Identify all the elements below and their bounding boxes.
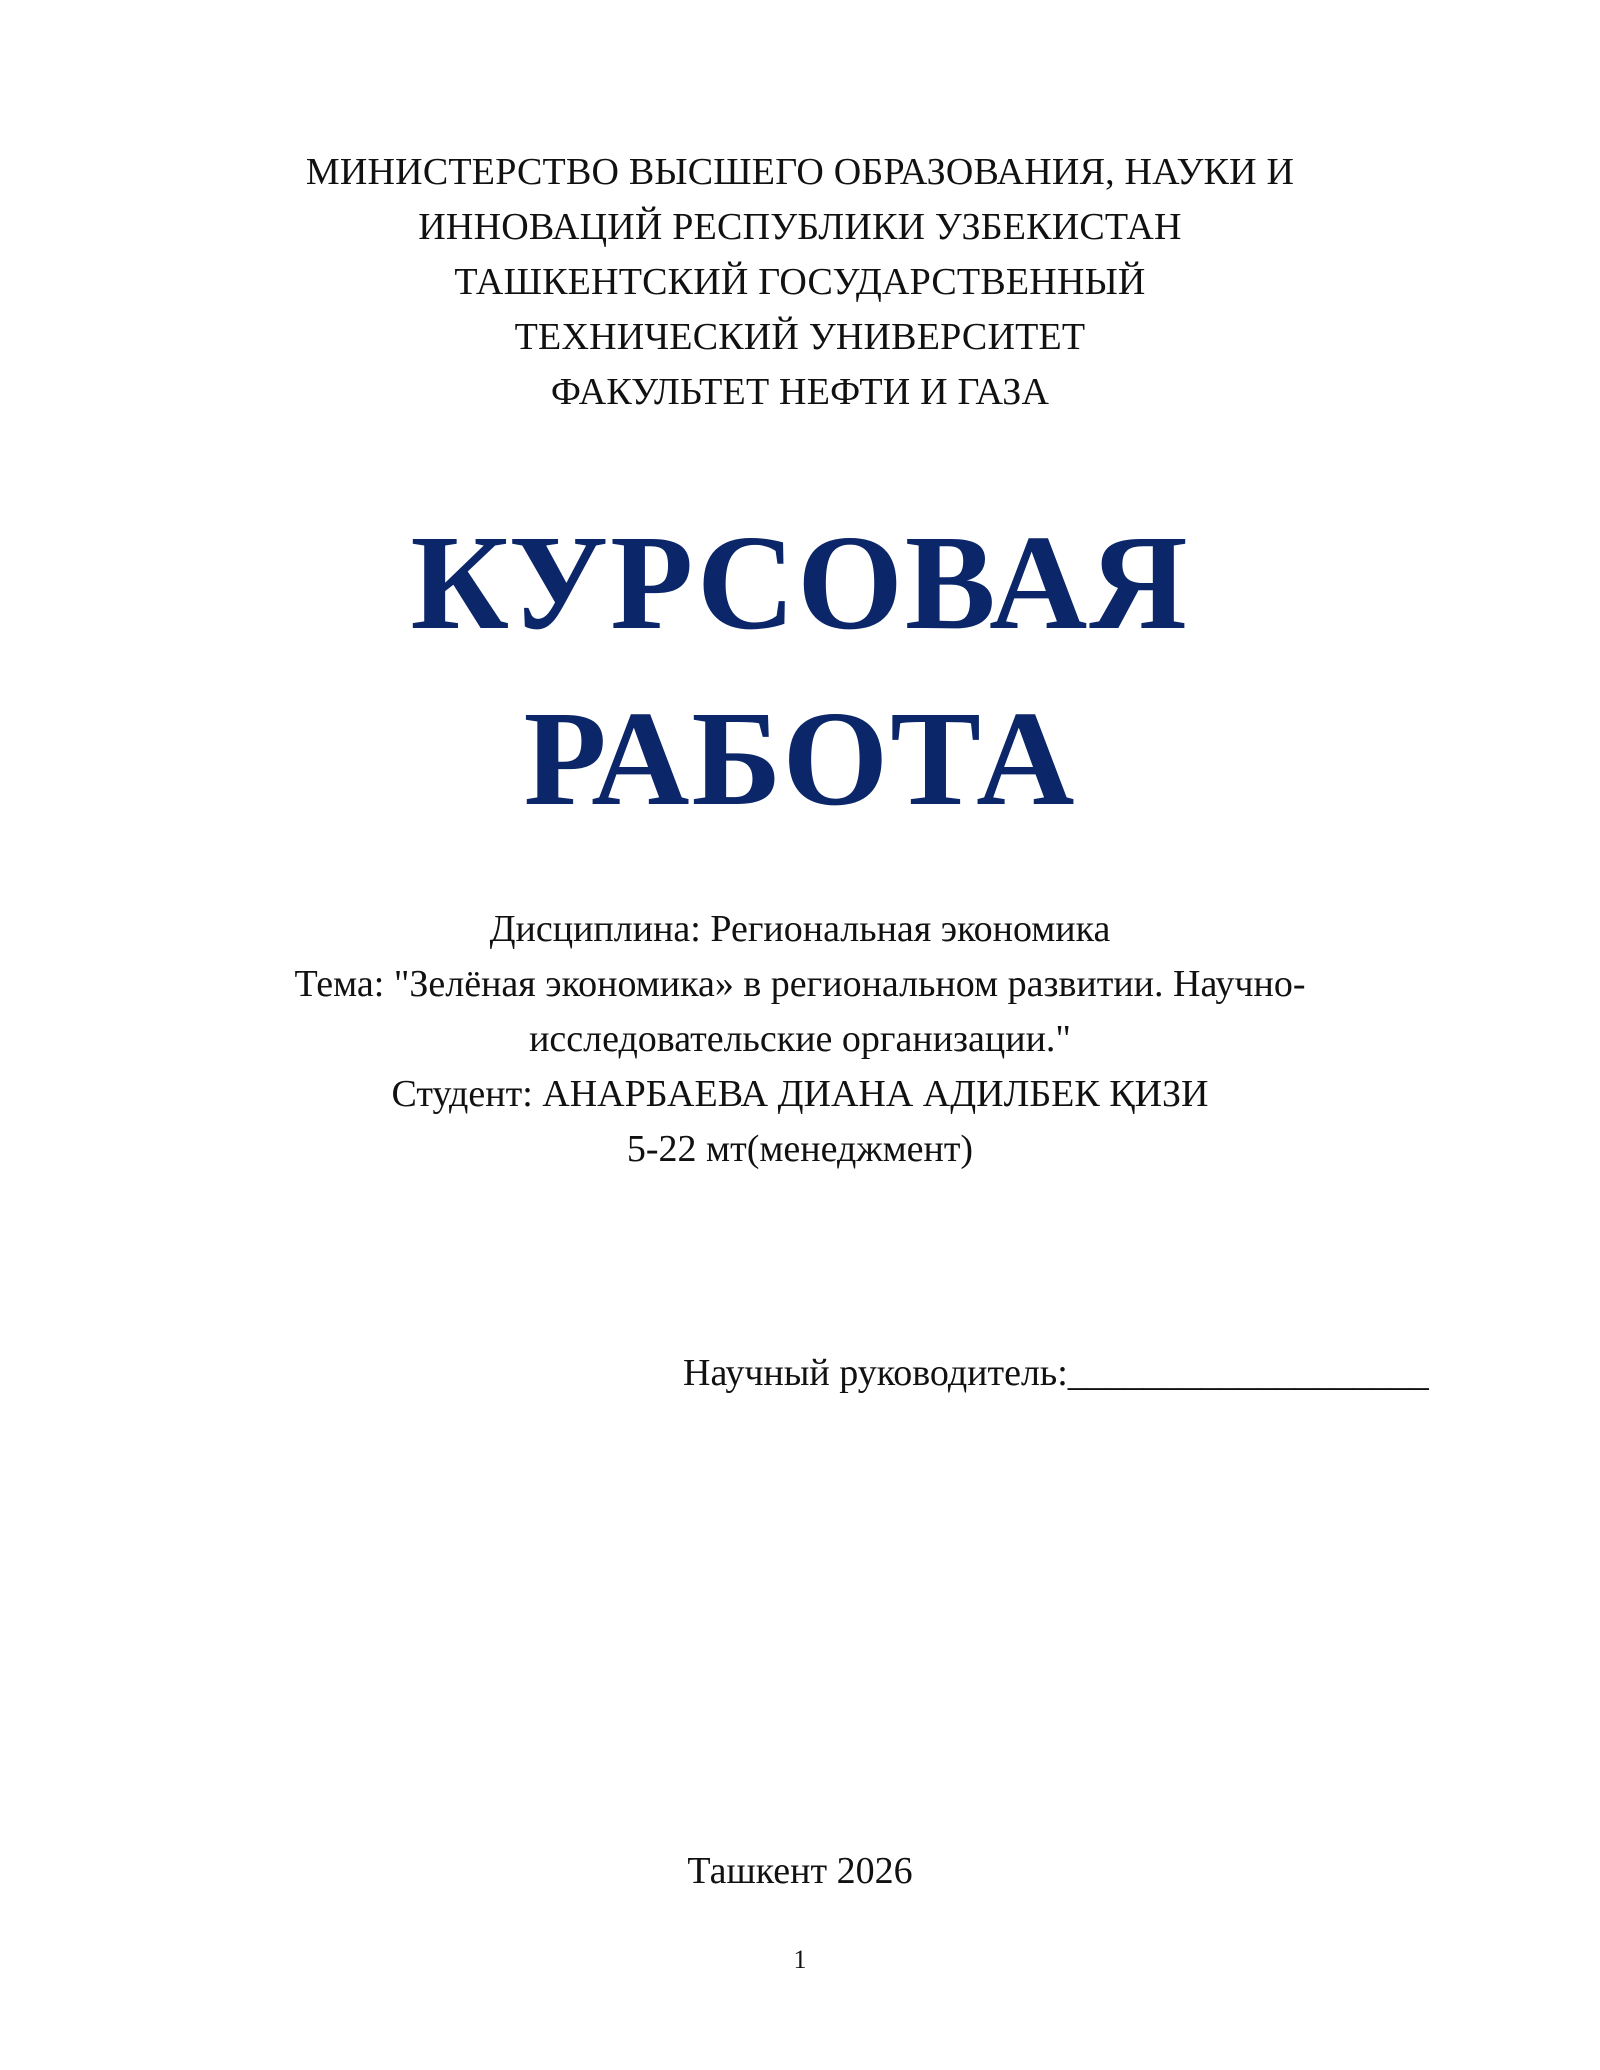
work-info [0, 902, 1600, 1177]
header-line: ИННОВАЦИЙ РЕСПУБЛИКИ УЗБЕКИСТАН [418, 206, 1182, 248]
page-number: 1 [793, 1945, 807, 1974]
group-line: 5-22 мт(менеджмент) [626, 1128, 974, 1170]
student-line: Студент: АНАРБАЕВА ДИАНА АДИЛБЕК ҚИЗИ [391, 1073, 1209, 1115]
header-line: МИНИСТЕРСТВО ВЫСШЕГО ОБРАЗОВАНИЯ, НАУКИ И [305, 151, 1295, 193]
discipline-line: Дисциплина: Региональная экономика [489, 908, 1111, 950]
city-year: Ташкент 2026 [687, 1850, 913, 1892]
title-line-1: КУРСОВАЯ [410, 508, 1190, 658]
topic-line-2: исследовательские организации." [529, 1018, 1071, 1060]
topic-line-1: Тема: "Зелёная экономика» в региональном развитии. Научно- [294, 963, 1306, 1005]
header-line: ТЕХНИЧЕСКИЙ УНИВЕРСИТЕТ [514, 316, 1086, 358]
document-title [0, 495, 1600, 847]
header-line: ФАКУЛЬТЕТ НЕФТИ И ГАЗА [550, 371, 1050, 413]
title-line-2: РАБОТА [523, 684, 1077, 834]
advisor-line: Научный руководитель:___________________ [683, 1352, 1429, 1394]
header-line: ТАШКЕНТСКИЙ ГОСУДАРСТВЕННЫЙ [454, 261, 1146, 303]
ministry-header [0, 145, 1600, 420]
